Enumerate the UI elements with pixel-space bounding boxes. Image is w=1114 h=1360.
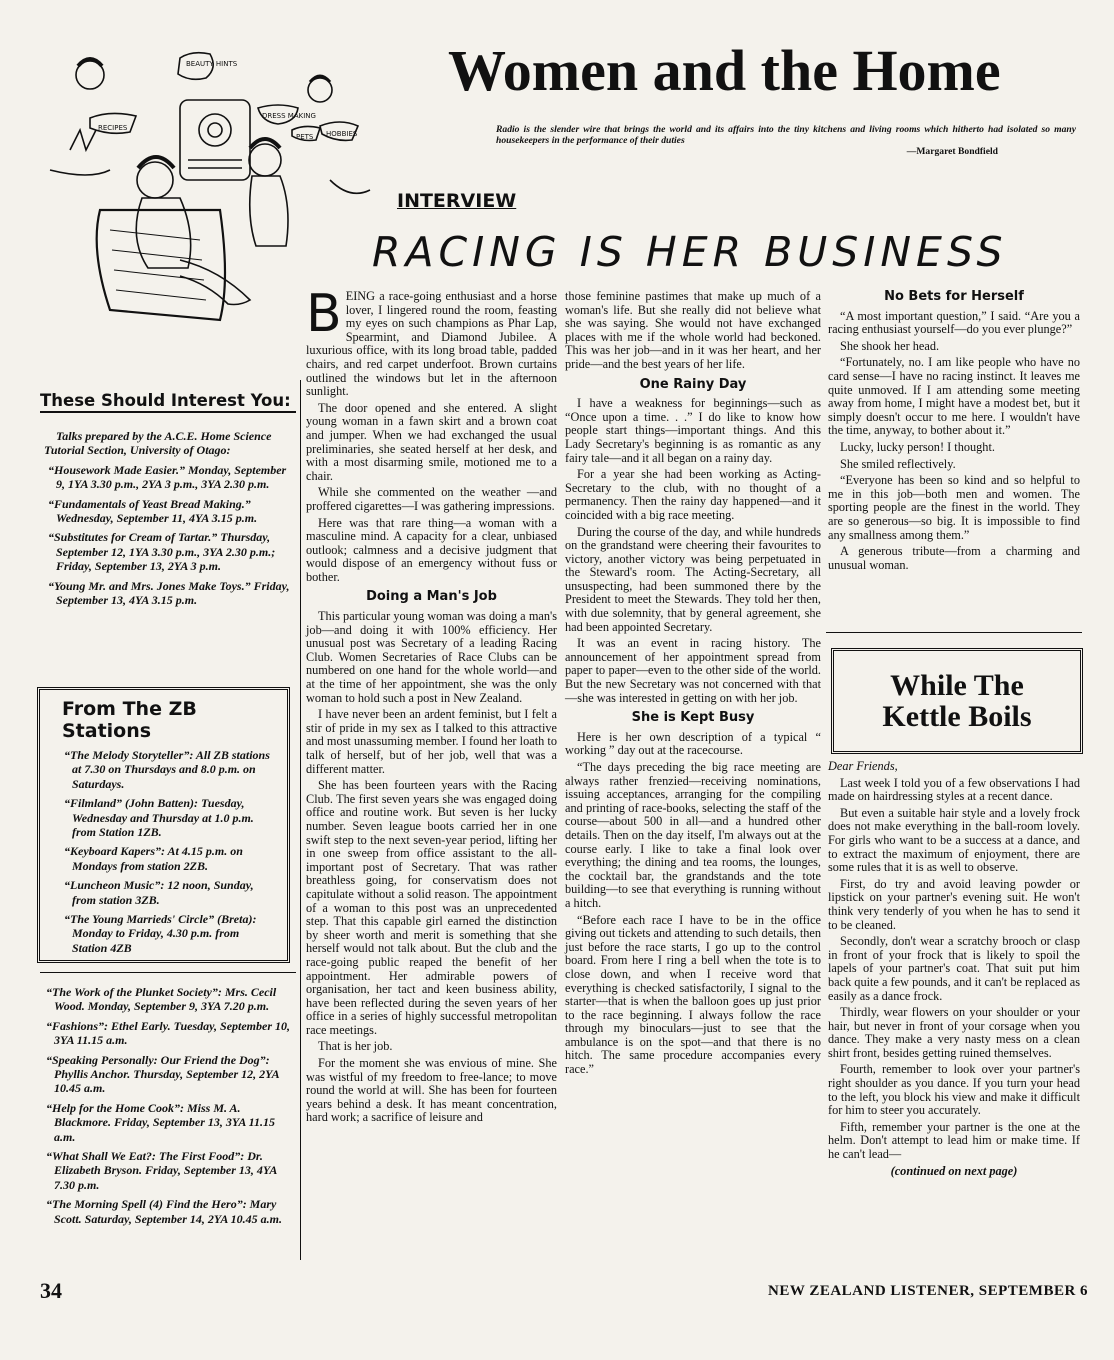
list-item: “What Shall We Eat?: The First Food”: Dr. Elizabeth Bryson. Friday, September 13, 4YA 7.30 p.m. xyxy=(46,1149,277,1192)
drop-cap: B xyxy=(306,284,342,344)
list-item: “Filmland” (John Batten): Tuesday, Wednesday and Thursday at 1.0 p.m. from Station 1ZB. xyxy=(64,796,254,840)
other-talks-block xyxy=(42,985,298,1231)
salutation: Dear Friends, xyxy=(828,759,898,773)
article-paragraph: Here was that rare thing—a woman with a masculine mind. A capacity for a clear, unbiased outlook; calmness and a decisive judgment that would dispose of an emergency without fuss or bother. xyxy=(306,515,557,584)
zb-heading: From The ZB Stations xyxy=(62,698,197,742)
continued-note: (continued on next page) xyxy=(890,1163,1018,1178)
zb-stations-box xyxy=(37,687,290,963)
subheading: Doing a Man's Job xyxy=(366,589,497,605)
article-paragraph: Fifth, remember your partner is the one at the helm. Don't attempt to lead him or make time. If he can't lead— xyxy=(828,1119,1080,1162)
article-paragraph: For a year she had been working as Acting-Secretary to the club, with no thought of a permanency. Then the rainy day happened—and it coincided with a big race meeting. xyxy=(565,467,821,522)
list-item: “Help for the Home Cook”: Miss M. A. Blackmore. Friday, September 13, 3YA 11.15 a.m. xyxy=(46,1100,275,1144)
article-paragraph: First, do try and avoid leaving powder or lipstick on your partner's evening suit. He won't think very tenderly of you when he has to send it to be cleaned. xyxy=(828,876,1080,932)
article-paragraph: But even a suitable hair style and a lovely frock does not make everything in the ball-room lovely. For girls who want to be a success at a dance, and to extract the maximum of enjoyment, there are some rules that it is as well to observe. xyxy=(828,805,1080,875)
article-paragraph: I have never been an ardent feminist, but I felt a stir of pride in my sex as I talked to this attractive and most unassuming member. I found her loath to talk of herself, but of her job, well that was a different matter. xyxy=(306,707,557,776)
article-paragraph: For the moment she was envious of mine. She was wistful of my freedom to free-lance; to move round the world at will. She has been for fourteen years behind a desk. It has meant concentration, hard work; a sacrifice of leisure and xyxy=(306,1056,557,1125)
list-item: “The Morning Spell (4) Find the Hero”: Mary Scott. Saturday, September 14, 2YA 10.45 a.m. xyxy=(46,1197,283,1226)
article-paragraph: She has been fourteen years with the Racing Club. The first seven years she was engaged doing office and routine work. But seven is her lucky number. Seven league boots carried her in one swift step to the next seven-year period, lifting her in one sweep from office assistant to the all-important post of Secretary. That was rather breathless going, for conservatism does not capitulate without a solid reason. The appointment of a woman to this post was an unprecedented step. That this capable girl earned the distinction by sheer worth and merit is something that she herself would not talk about. But the club and the race-going public reaped the benefit of her appointment. Her admirable powers of organisation, her tact and keen business ability, have been reflected during the seven years of her office in a series of highly successful metropolitan race meetings. xyxy=(306,778,557,1037)
article-paragraph: During the course of the day, and while hundreds on the grandstand were cheering their favourites to victory, another victory was being perpetuated in the Steward's room. The Acting-Secretary, all unsuspecting, had been summoned there by the President to meet the Stewards. They told her then, with due solemnity, that by general agreement, she had been appointed Secretary. xyxy=(565,524,821,634)
list-item: “The Work of the Plunket Society”: Mrs. Cecil Wood. Monday, September 9, 3YA 7.20 p.m. xyxy=(46,985,277,1014)
subheading: No Bets for Herself xyxy=(884,289,1024,304)
article-paragraph: It was an event in racing history. The announcement of her appointment spread from paper to paper—even to the other side of the world. But the new Secretary was not concerned with that—she was interested in getting on with her job. xyxy=(565,636,821,705)
list-item: “Fundamentals of Yeast Bread Making.” Wednesday, September 11, 4YA 3.15 p.m. xyxy=(48,496,258,526)
list-item: “Young Mr. and Mrs. Jones Make Toys.” Friday, September 13, 4YA 3.15 p.m. xyxy=(48,578,290,608)
label-dress-making: DRESS MAKING xyxy=(262,112,316,120)
label-recipes: RECIPES xyxy=(98,124,128,132)
article-paragraph: She shook her head. xyxy=(840,338,940,353)
kettle-title-line2: Kettle Boils xyxy=(882,700,1032,733)
article-column-1 xyxy=(306,284,557,1128)
article-paragraph: Lucky, lucky person! I thought. xyxy=(840,439,995,454)
kettle-title xyxy=(882,670,1031,732)
article-paragraph: Secondly, don't wear a scratchy brooch or clasp in front of your frock that is likely to spoil the lapels of your partner's coat. That suit put him back quite a few pounds, and it can't be replaced as easily as a dance frock. xyxy=(828,934,1080,1003)
kettle-title-line1: While The xyxy=(890,669,1024,702)
list-item: “Speaking Personally: Our Friend the Dog”: Phyllis Anchor. Thursday, September 12, 2YA 10.45 a.m. xyxy=(46,1052,279,1096)
sidebar-heading: These Should Interest You: xyxy=(40,391,296,413)
article-paragraph: Last week I told you of a few observations I had made on hairdressing styles at a recent dance. xyxy=(828,775,1080,804)
article-paragraph: Here is her own description of a typical “ working ” day out at the racecourse. xyxy=(565,729,821,758)
subheading: One Rainy Day xyxy=(639,376,747,392)
label-hobbies: HOBBIES xyxy=(326,130,358,138)
article-paragraph: “The days preceding the big race meeting are always rather frenzied—receiving nominations, issuing acceptances, arranging for the compiling and printing of race-books, selecting the staff of the course—about 500 in all—and a hundred other details. Then on the day itself, I'm always out at the course early. I like to take a final look over everything; the dining and tea rooms, the lounges, the cocktail bar, the grandstands and the tote building—to see that everything is running without a hitch. xyxy=(565,760,821,910)
article-paragraph: “Before each race I have to be in the office giving out tickets and attending to such details, then just before the race starts, I go up to the control board. From here I ring a bell when the tote is to close down, and when I receive word that everything is checked satisfactorily, I signal to the starter—that is when the balloon goes up just prior to the race beginning. I always follow the race through my binoculars—just to see that the ambulance is on the spot—and that there is no hitch. The same procedure accompanies every race.” xyxy=(565,912,821,1077)
article-paragraph: those feminine pastimes that make up much of a woman's life. But she really did not believe what she was saying. She would not have exchanged places with me if the whole world had beckoned. This was her job—and in it was her heart, and her pride—and the best years of her life. xyxy=(565,289,821,371)
list-item: “The Young Marrieds' Circle” (Breta): Monday to Friday, 4.30 p.m. from Station 4ZB xyxy=(64,912,257,955)
subheading: She is Kept Busy xyxy=(631,710,755,726)
list-item: “Housework Made Easier.” Monday, September 9, 1YA 3.30 p.m., 2YA 3 p.m., 3YA 2.30 p.m. xyxy=(48,462,287,492)
section-label: INTERVIEW xyxy=(397,190,517,212)
article-paragraph: “A most important question,” I said. “Are you a racing enthusiast yourself—do you ever plunge?” xyxy=(828,308,1080,337)
article-paragraph: Fourth, remember to look over your partner's right shoulder as you dance. If you turn your head to the left, you block his view and make it difficult for him to steer you accurately. xyxy=(828,1062,1080,1118)
quote-text: Radio is the slender wire that brings the world and its affairs into the tiny kitchens and living rooms which hitherto had isolated so many housekeepers in the performance of their duties xyxy=(496,124,1076,146)
masthead-quote xyxy=(496,124,1076,157)
divider xyxy=(40,972,296,973)
ace-talks-block xyxy=(44,429,294,612)
list-item: “Fashions”: Ethel Early. Tuesday, September 10, 3YA 11.15 a.m. xyxy=(46,1018,291,1048)
masthead-title: Women and the Home xyxy=(448,38,1001,103)
article-paragraph: BEING a race-going enthusiast and a horse lover, I lingered round the room, feasting my eyes on such champions as Phar Lap, Spearmint, and Diamond Jubilee. A luxurious office, with its long broad table, padded chairs, and red carpet underfoot. Brown curtains outlined the windows but let in the afternoon sunlight. xyxy=(306,284,557,399)
article-paragraph: “Fortunately, no. I am like people who have no card sense—I have no racing instinct. It leaves me quite unmoved. If I am attending some meeting away from home, I might have a modest bet, but it simply doesn't occur to me here. I wouldn't have the time, anyway, to bother about it.” xyxy=(828,355,1080,438)
list-item: “The Melody Storyteller”: All ZB stations at 7.30 on Thursdays and 8.0 p.m. on Saturdays. xyxy=(64,748,270,791)
article-column-3 xyxy=(828,290,1080,575)
list-item: “Luncheon Music”: 12 noon, Sunday, from station 3ZB. xyxy=(64,878,254,907)
kettle-box xyxy=(831,648,1083,754)
ace-intro: Talks prepared by the A.C.E. Home Science Tutorial Section, University of Otago: xyxy=(44,429,272,458)
page-number: 34 xyxy=(40,1278,62,1303)
column-divider xyxy=(300,380,301,1260)
article-paragraph: I have a weakness for beginnings—such as “Once upon a time. . .” I do like to know how people start things—important things. And this Lady Secretary's beginning is as romantic as any fairy tale—and it all began on a rainy day. xyxy=(565,396,821,465)
article-paragraph: Thirdly, wear flowers on your shoulder or your hair, but never in front of your corsage when you dance. They make a very nasty mess on a clean shirt front, besides getting ruined themselves. xyxy=(828,1005,1080,1060)
label-beauty-hints: BEAUTY HINTS xyxy=(186,60,238,68)
article-paragraph: The door opened and she entered. A slight young woman in a fawn skirt and a brown coat and jumper. When we had exchanged the usual preliminaries, she seated herself at her desk, and with a most disarming smile, motioned me to a chair. xyxy=(306,400,557,483)
article-paragraph: She smiled reflectively. xyxy=(840,456,956,471)
article-column-2 xyxy=(565,290,821,1080)
article-paragraph: This particular young woman was doing a man's job—and doing it with 100% efficiency. Her unusual post was Secretary of a leading Racing Club. Women Secretaries of Race Clubs can be numbered on one hand for the whole world—and at the time of her appointment, she was the only woman to hold such a post in New Zealand. xyxy=(306,609,557,705)
article-paragraph: That is her job. xyxy=(318,1039,393,1054)
publication-footer: NEW ZEALAND LISTENER, SEPTEMBER 6 xyxy=(768,1283,1089,1299)
kettle-column xyxy=(828,760,1080,1181)
article-headline: RACING IS HER BUSINESS xyxy=(372,228,1008,276)
label-pets: PETS xyxy=(296,133,314,141)
article-paragraph: “Everyone has been so kind and so helpful to me in this job—both men and women. The sporting people are the finest in the world. They are so generous—so big. It is impossible to find any smallness among them.” xyxy=(828,473,1080,542)
divider xyxy=(826,632,1082,633)
quote-attribution: —Margaret Bondfield xyxy=(906,146,998,157)
article-paragraph: While she commented on the weather —and proffered cigarettes—I was gathering impressions. xyxy=(306,485,557,513)
list-item: “Keyboard Kapers”: At 4.15 p.m. on Mondays from station 2ZB. xyxy=(64,844,243,873)
article-paragraph: A generous tribute—from a charming and unusual woman. xyxy=(828,544,1080,572)
list-item: “Substitutes for Cream of Tartar.” Thursday, September 12, 1YA 3.30 p.m., 3YA 2.30 p.m.; Friday, September 13, 2YA 3 p.m. xyxy=(48,530,276,574)
